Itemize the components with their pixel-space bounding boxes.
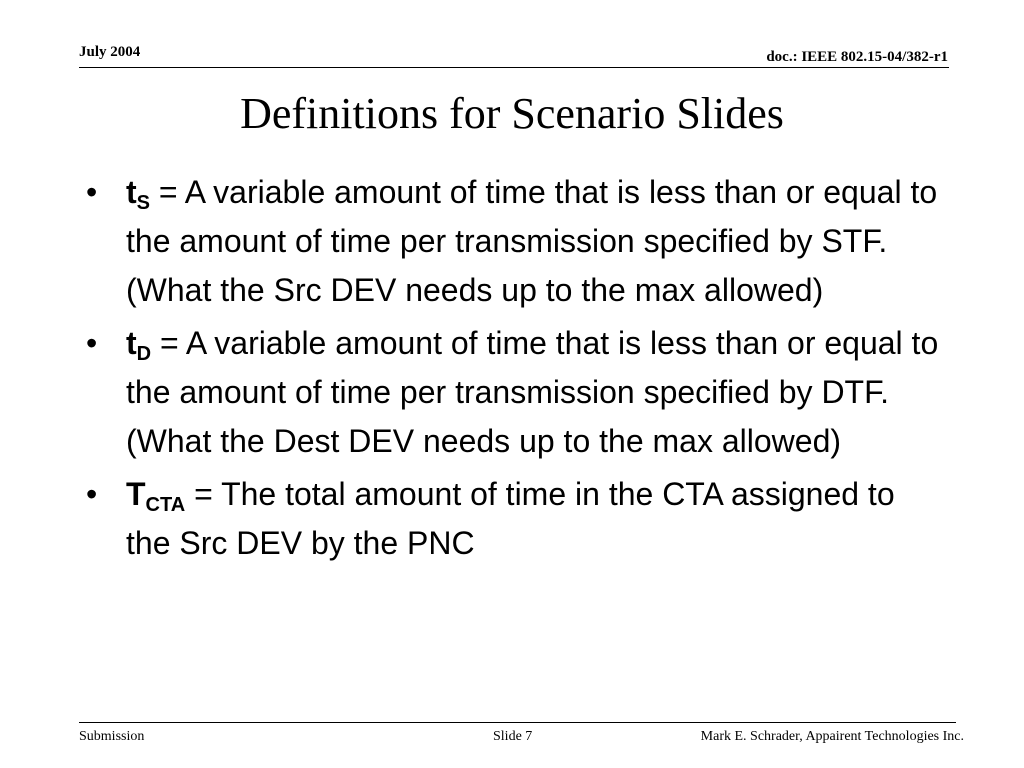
bullet-marker: • [86, 325, 98, 361]
header-doc-id: doc.: IEEE 802.15-04/382-r1 [766, 49, 948, 65]
footer-submission: Submission [79, 729, 145, 744]
bullet-text: = A variable amount of time that is less than or equal to the amount of time per transmission specified by DTF. (What the Dest DEV needs up to the max allowed) [126, 325, 939, 459]
bullet-item-td [86, 319, 946, 466]
slide-title: Definitions for Scenario Slides [240, 89, 784, 138]
bullet-item-ts [86, 168, 946, 315]
footer-divider [79, 722, 956, 723]
footer-author: Mark E. Schrader, Appairent Technologies Inc. [700, 729, 964, 744]
header-date: July 2004 [79, 44, 141, 60]
bullet-text: = A variable amount of time that is less than or equal to the amount of time per transmission specified by STF. (What the Src DEV needs up to the max allowed) [126, 174, 938, 308]
symbol-td: $t_D$ [126, 325, 152, 365]
header-divider [79, 67, 949, 68]
bullet-text: = The total amount of time in the CTA assigned to the Src DEV by the PNC [126, 476, 895, 561]
symbol-ts: $t_S$ [126, 174, 150, 214]
bullet-marker: • [86, 476, 98, 512]
bullet-item-tcta [86, 470, 946, 568]
symbol-tcta: $T_{CTA}$ [126, 476, 186, 516]
bullet-list [86, 168, 946, 572]
footer-slide-number: Slide 7 [493, 729, 533, 744]
bullet-marker: • [86, 174, 98, 210]
